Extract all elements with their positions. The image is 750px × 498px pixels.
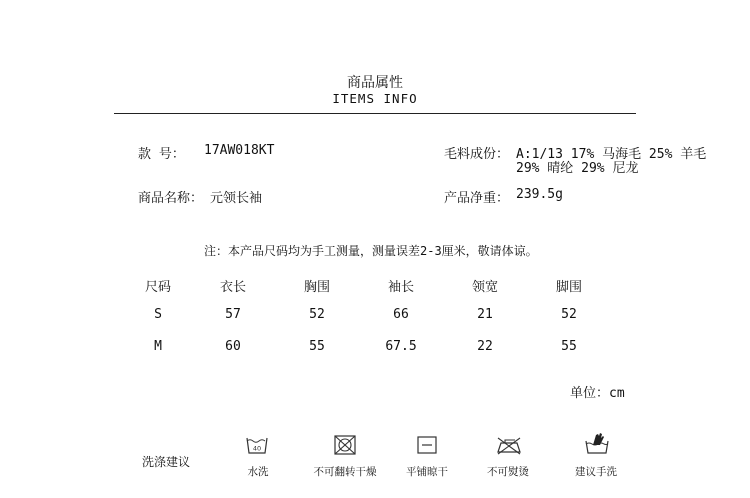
icon-caption: 水洗 (247, 466, 269, 478)
cell-length: 57 (225, 307, 241, 322)
icon-caption: 不可翻转干燥 (313, 466, 377, 478)
net-weight-value: 239.5g (516, 187, 563, 202)
header-hem: 脚围 (555, 280, 582, 295)
header-sleeve: 袖长 (387, 280, 414, 295)
cell-length: 60 (225, 339, 241, 354)
cell-sleeve: 66 (393, 307, 409, 322)
header-chest: 胸围 (303, 280, 330, 295)
header-size: 尺码 (144, 280, 171, 295)
icon-caption: 建议手洗 (575, 466, 617, 478)
wash-icon (245, 435, 269, 455)
no-iron-icon (495, 436, 523, 456)
net-weight-label: 产品净重： (444, 191, 510, 206)
section-title: 商品属性 (347, 75, 403, 91)
cell-chest: 52 (309, 307, 325, 322)
cell-sleeve: 67.5 (385, 339, 417, 354)
header-length: 衣长 (219, 280, 246, 295)
section-subtitle: ITEMS INFO (332, 91, 418, 106)
divider (114, 113, 636, 114)
composition-label: 毛料成份： (444, 147, 510, 162)
product-name-label: 商品名称： (138, 191, 204, 206)
cell-collar: 22 (477, 339, 493, 354)
care-label: 洗涤建议 (142, 455, 191, 469)
icon-caption: 不可熨烫 (487, 466, 529, 478)
dry-flat-icon (416, 435, 438, 455)
icon-caption: 平铺晾干 (406, 466, 448, 478)
cell-size: M (154, 339, 162, 354)
cell-chest: 55 (309, 339, 325, 354)
cell-collar: 21 (477, 307, 493, 322)
measurement-note: 注：本产品尺码均为手工测量，测量误差2-3厘米，敬请体谅。 (204, 244, 538, 258)
no-tumble-dry-icon (333, 434, 357, 456)
style-number-value: 17AW018KT (204, 143, 275, 158)
cell-size: S (154, 307, 162, 322)
svg-text:40: 40 (252, 444, 262, 453)
hand-wash-icon (584, 431, 610, 455)
unit-label: 单位：cm (570, 386, 625, 401)
cell-hem: 52 (561, 307, 577, 322)
product-name-value: 元领长袖 (210, 191, 263, 206)
composition-line-2: 29% 晴纶 29% 尼龙 (516, 161, 639, 176)
cell-hem: 55 (561, 339, 577, 354)
style-number-label: 款 号： (138, 147, 185, 162)
composition-line-1: A:1/13 17% 马海毛 25% 羊毛 (516, 147, 707, 162)
header-collar: 领宽 (471, 280, 498, 295)
